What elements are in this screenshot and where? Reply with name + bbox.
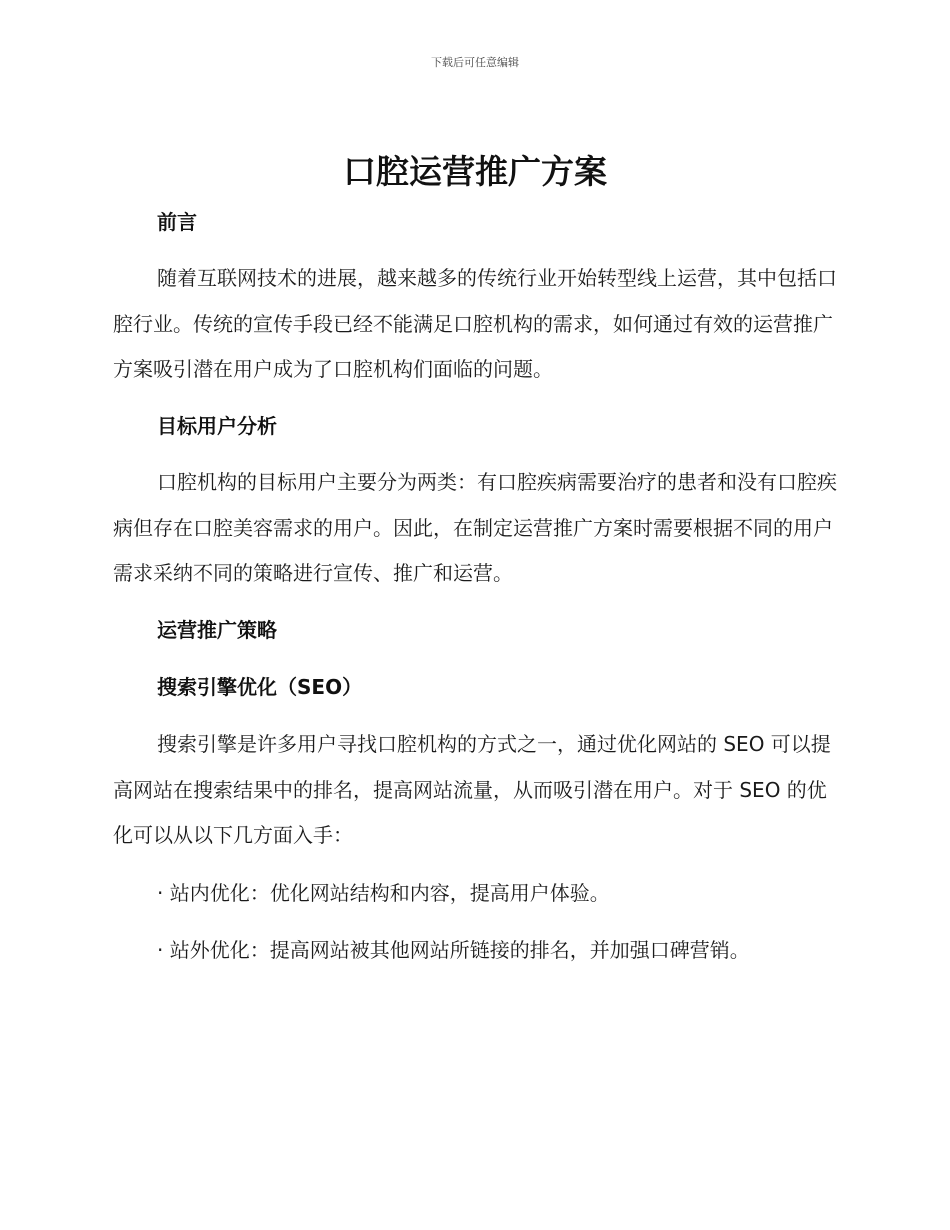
bullet-onsite-optimization: · 站内优化：优化网站结构和内容，提高用户体验。 (157, 881, 610, 905)
document-title: 口腔运营推广方案 (343, 152, 607, 191)
paragraph-preface: 随着互联网技术的进展，越来越多的传统行业开始转型线上运营，其中包括口腔行业。传统的宣传手段已经不能满足口腔机构的需求，如何通过有效的运营推广方案吸引潜在用户成为了口腔机构们面临的问题。 (113, 266, 837, 381)
bullet-offsite-optimization: · 站外优化：提高网站被其他网站所链接的排名，并加强口碑营销。 (157, 938, 750, 962)
heading-target-users: 目标用户分析 (157, 414, 277, 438)
heading-seo: 搜索引擎优化（SEO） (157, 675, 363, 699)
paragraph-target-users: 口腔机构的目标用户主要分为两类：有口腔疾病需要治疗的患者和没有口腔疾病但存在口腔美容需求的用户。因此，在制定运营推广方案时需要根据不同的用户需求采纳不同的策略进行宣传、推广和运营。 (113, 470, 837, 585)
heading-preface: 前言 (157, 210, 197, 234)
paragraph-seo: 搜索引擎是许多用户寻找口腔机构的方式之一，通过优化网站的 SEO 可以提高网站在搜索结果中的排名，提高网站流量，从而吸引潜在用户。对于 SEO 的优化可以从以下几方面入手： (113, 732, 831, 847)
heading-strategy: 运营推广策略 (157, 618, 277, 642)
page-header-note: 下载后可任意编辑 (431, 56, 519, 69)
